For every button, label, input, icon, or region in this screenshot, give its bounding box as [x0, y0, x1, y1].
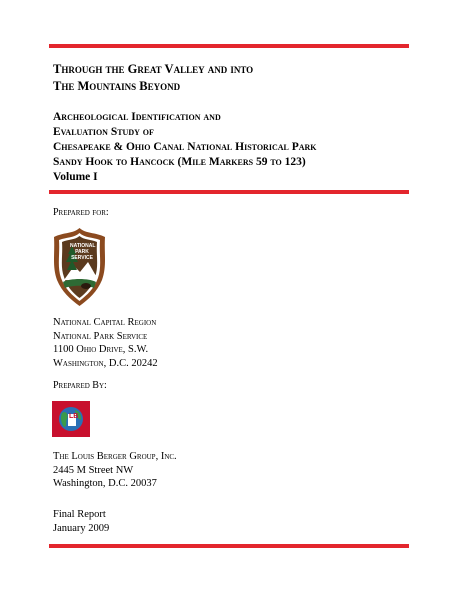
report-type: Final Report	[53, 509, 106, 520]
bottom-rule	[49, 544, 409, 548]
title-line-2: The Mountains Beyond	[53, 79, 181, 93]
top-rule	[49, 44, 409, 48]
prepared-by-label: Prepared By:	[53, 380, 107, 391]
address-line: The Louis Berger Group, Inc.	[53, 451, 177, 462]
report-info	[53, 508, 109, 535]
lb-logo-text: LB	[69, 413, 79, 420]
address-line: Washington, D.C. 20037	[53, 478, 157, 489]
subtitle-line-2: Evaluation Study of	[53, 126, 154, 138]
report-date: January 2009	[53, 522, 110, 534]
subtitle-line-1: Archeological Identification and	[53, 111, 221, 123]
volume-label: Volume I	[53, 171, 98, 183]
nps-logo-text: NATIONAL PARK SERVICE	[70, 243, 96, 261]
prepared-for-address	[53, 316, 158, 370]
document-title	[53, 61, 413, 95]
middle-rule	[49, 190, 409, 194]
address-line: Washington, D.C. 20242	[53, 357, 158, 369]
address-line: 2445 M Street NW	[53, 464, 134, 476]
address-line: 1100 Ohio Drive, S.W.	[53, 344, 149, 355]
prepared-for-label: Prepared for:	[53, 207, 109, 218]
subtitle-line-3: Chesapeake & Ohio Canal National Historical Park	[53, 141, 317, 153]
subtitle-line-4: Sandy Hook to Hancock (Mile Markers 59 to 123)	[53, 156, 306, 168]
address-line: National Park Service	[53, 330, 148, 342]
prepared-by-address	[53, 450, 177, 491]
address-line: National Capital Region	[53, 317, 157, 328]
document-subtitle	[53, 110, 433, 185]
nps-arrowhead-logo	[52, 228, 107, 306]
title-line-1: Through the Great Valley and into	[53, 62, 254, 76]
